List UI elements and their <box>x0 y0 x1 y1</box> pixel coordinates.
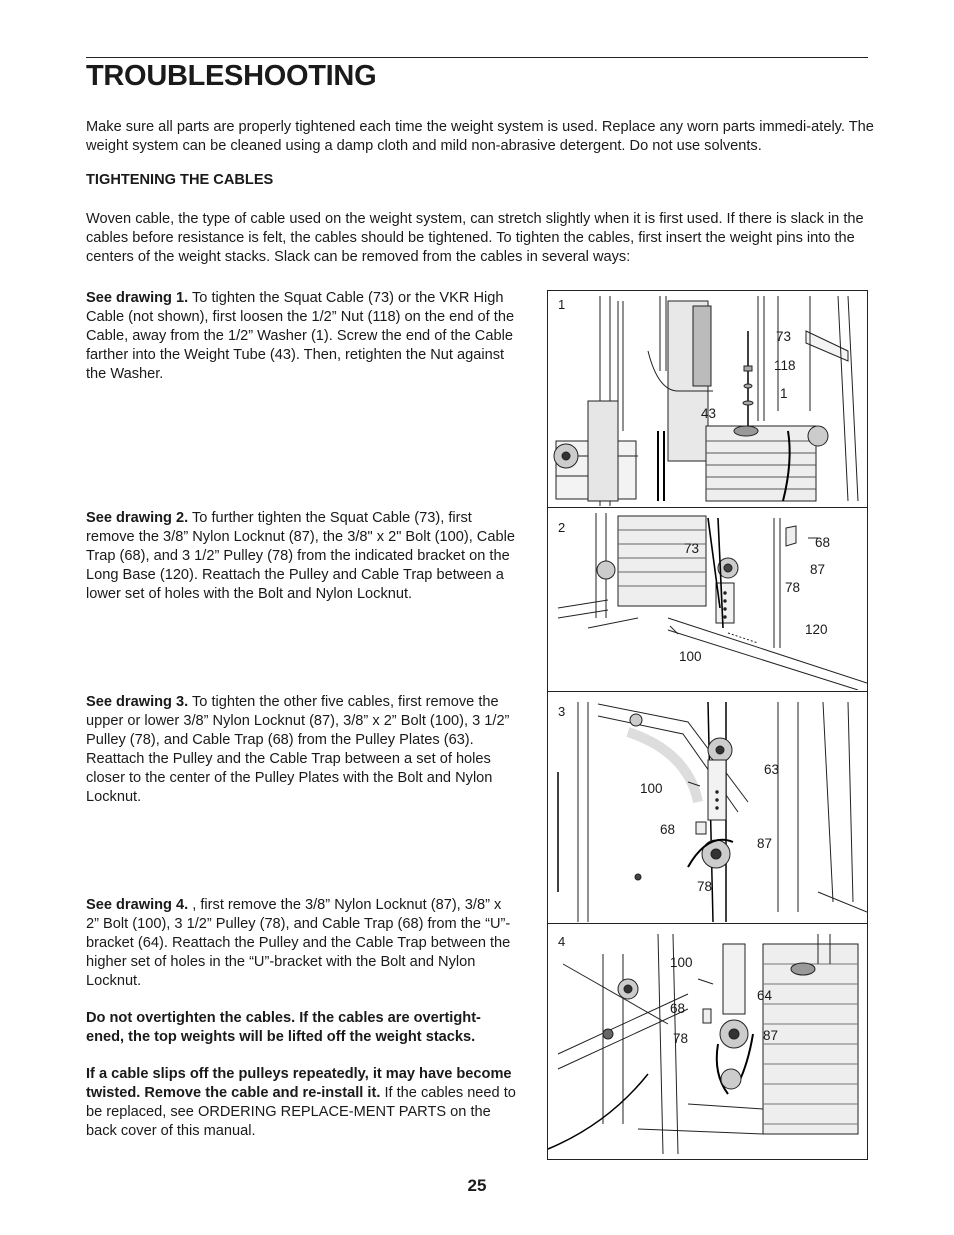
callout-78: 78 <box>697 879 713 894</box>
drawing-1-illustration <box>548 291 867 506</box>
callout-63: 63 <box>764 762 780 777</box>
callout-120: 120 <box>805 622 828 637</box>
callout-100: 100 <box>670 955 693 970</box>
top-rule <box>86 57 868 58</box>
woven-cable-paragraph: Woven cable, the type of cable used on the weight system, can stretch slightly when it is first used. If there is slack in the cables before resistance is felt, the cables should be tightened. To tighten the cables, first insert the weight pins into the centers of the weight stacks. Slack can be removed from the cables in several ways: <box>86 211 864 265</box>
drawing-4-number: 4 <box>558 934 566 949</box>
step-2-paragraph <box>86 509 518 604</box>
step-4-lead: See drawing 4. <box>86 897 189 913</box>
callout-78: 78 <box>785 580 801 595</box>
drawing-2-number: 2 <box>558 520 566 535</box>
page-number: 25 <box>467 1176 487 1195</box>
callout-87: 87 <box>763 1028 779 1043</box>
step-4-paragraph <box>86 896 518 991</box>
callout-87: 87 <box>757 836 773 851</box>
callout-73: 73 <box>776 329 792 344</box>
callout-64: 64 <box>757 988 773 1003</box>
callout-1: 1 <box>780 386 788 401</box>
drawing-2 <box>548 508 867 690</box>
drawing-3 <box>548 692 867 922</box>
callout-68: 68 <box>660 822 676 837</box>
callout-43: 43 <box>701 406 717 421</box>
cable-slip-lead: If a cable slips off the pulleys repeatedly, it may have become twisted. Remove the cable and re-install it. <box>86 1066 512 1101</box>
callout-78: 78 <box>673 1031 689 1046</box>
callout-68: 68 <box>670 1001 686 1016</box>
overtighten-warning: Do not overtighten the cables. If the cables are overtight-ened, the top weights will be lifted off the weight stacks. <box>86 1010 481 1045</box>
page-title: TROUBLESHOOTING <box>86 60 377 92</box>
drawing-4-illustration <box>548 924 867 1159</box>
callout-87: 87 <box>810 562 826 577</box>
step-3-paragraph <box>86 693 518 807</box>
callout-100: 100 <box>679 649 702 664</box>
step-3-lead: See drawing 3. <box>86 694 189 710</box>
step-1-text: To tighten the Squat Cable (73) or the VKR High Cable (not shown), first loosen the 1/2” Nut (118) on the end of the Cable, away from the 1/2” Washer (1). Screw the end of the Cable farther into the Weight Tube (43). Then, retighten the Nut against the Washer. <box>86 290 515 382</box>
step-1-paragraph <box>86 289 518 384</box>
section-heading: TIGHTENING THE CABLES <box>86 172 274 188</box>
drawing-4 <box>548 924 867 1159</box>
callout-100: 100 <box>640 781 663 796</box>
step-4-text: , first remove the 3/8” Nylon Locknut (87), 3/8” x 2” Bolt (100), 3 1/2” Pulley (78), and Cable Trap (68) from the “U”-bracket (64). Reattach the Pulley and the Cable Trap between the higher set of holes in the “U”-bracket with the Bolt and Nylon Locknut. <box>86 897 511 989</box>
callout-68: 68 <box>815 535 831 550</box>
step-3-text: To tighten the other five cables, first remove the upper or lower 3/8” Nylon Locknut (87), 3/8” x 2” Bolt (100), 3 1/2” Pulley (78), and Cable Trap (68) from the Pulley Plates (63). Reattach the Pulley and the Cable Trap between a set of holes closer to the center of the Pulley Plates with the Bolt and Nylon Locknut. <box>86 694 510 805</box>
cable-slip-text: If the cables need to be replaced, see ORDERING REPLACE-MENT PARTS on the back cover of this manual. <box>86 1085 516 1139</box>
cable-slip-note <box>86 1065 518 1141</box>
step-1-lead: See drawing 1. <box>86 290 189 306</box>
drawing-1-number: 1 <box>558 297 566 312</box>
callout-118: 118 <box>774 358 796 373</box>
drawing-1 <box>548 291 867 506</box>
drawing-3-number: 3 <box>558 704 566 719</box>
callout-73: 73 <box>684 541 700 556</box>
step-2-text: To further tighten the Squat Cable (73), first remove the 3/8” Nylon Locknut (87), the 3/8" x 2" Bolt (100), Cable Trap (68), and 3 1/2” Pulley (78) from the indicated bracket on the Long Base (120). Reattach the Pulley and Cable Trap between a lower set of holes with the Bolt and Nylon Locknut. <box>86 510 515 602</box>
intro-paragraph: Make sure all parts are properly tightened each time the weight system is used. Replace any worn parts immedi-ately. The weight system can be cleaned using a damp cloth and mild non-abrasive detergent. Do not use solvents. <box>86 119 874 154</box>
step-2-lead: See drawing 2. <box>86 510 189 526</box>
